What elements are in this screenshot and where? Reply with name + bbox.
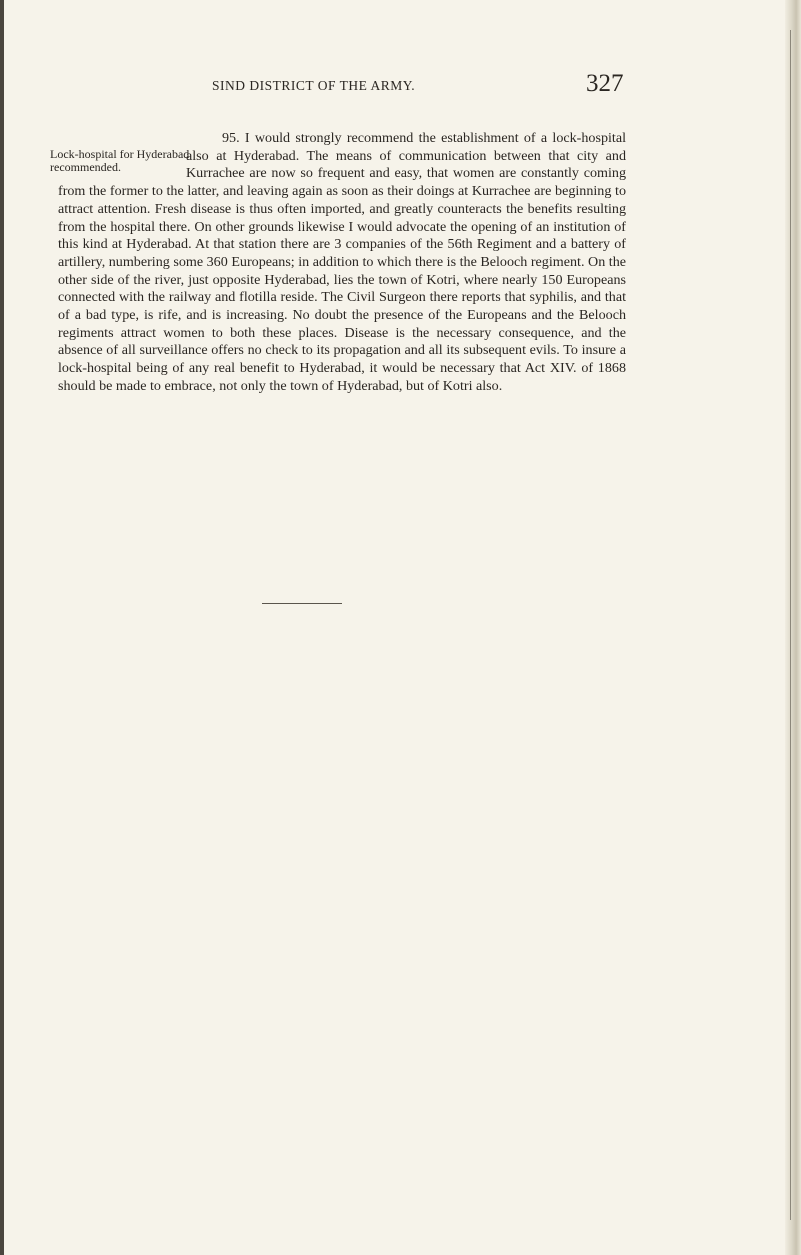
page-header (0, 70, 801, 110)
page-left-edge (0, 0, 4, 1255)
marginal-note: Lock-hospital for Hyderabad recommended. (50, 147, 190, 174)
page-number: 327 (586, 70, 624, 97)
page-fold-line (790, 30, 791, 1220)
section-rule (262, 603, 342, 604)
body-paragraph (58, 130, 626, 396)
paragraph-text: 95. I would strongly recommend the establishment of a lock-hospital also at Hyderabad. The means of communication between that city and Kurrachee are now so frequent and easy, that women are constantly coming from the former to the latter, and leaving again as soon as their doings at Kurrachee are beginning to attract attention. Fresh disease is thus often imported, and greatly counteracts the benefits resulting from the hospital there. On other grounds likewise I would advocate the opening of an institution of this kind at Hyderabad. At that station there are 3 companies of the 56th Regiment and a battery of artillery, numbering some 360 Europeans; in addition to which there is the Belooch regiment. On the other side of the river, just opposite Hyderabad, lies the town of Kotri, where nearly 150 Europeans connected with the railway and flotilla reside. The Civil Surgeon there reports that syphilis, and that of a bad type, is rife, and is increasing. No doubt the presence of the Europeans and the Belooch regiments attract women to both these places. Disease is the necessary consequence, and the absence of all surveillance offers no check to its propagation and all its subsequent evils. To insure a lock-hospital being of any real benefit to Hyderabad, it would be necessary that Act XIV. of 1868 should be made to embrace, not only the town of Hyderabad, but of Kotri also. (58, 130, 626, 394)
page-right-edge (785, 0, 801, 1255)
running-head: SIND DISTRICT OF THE ARMY. (212, 78, 416, 93)
